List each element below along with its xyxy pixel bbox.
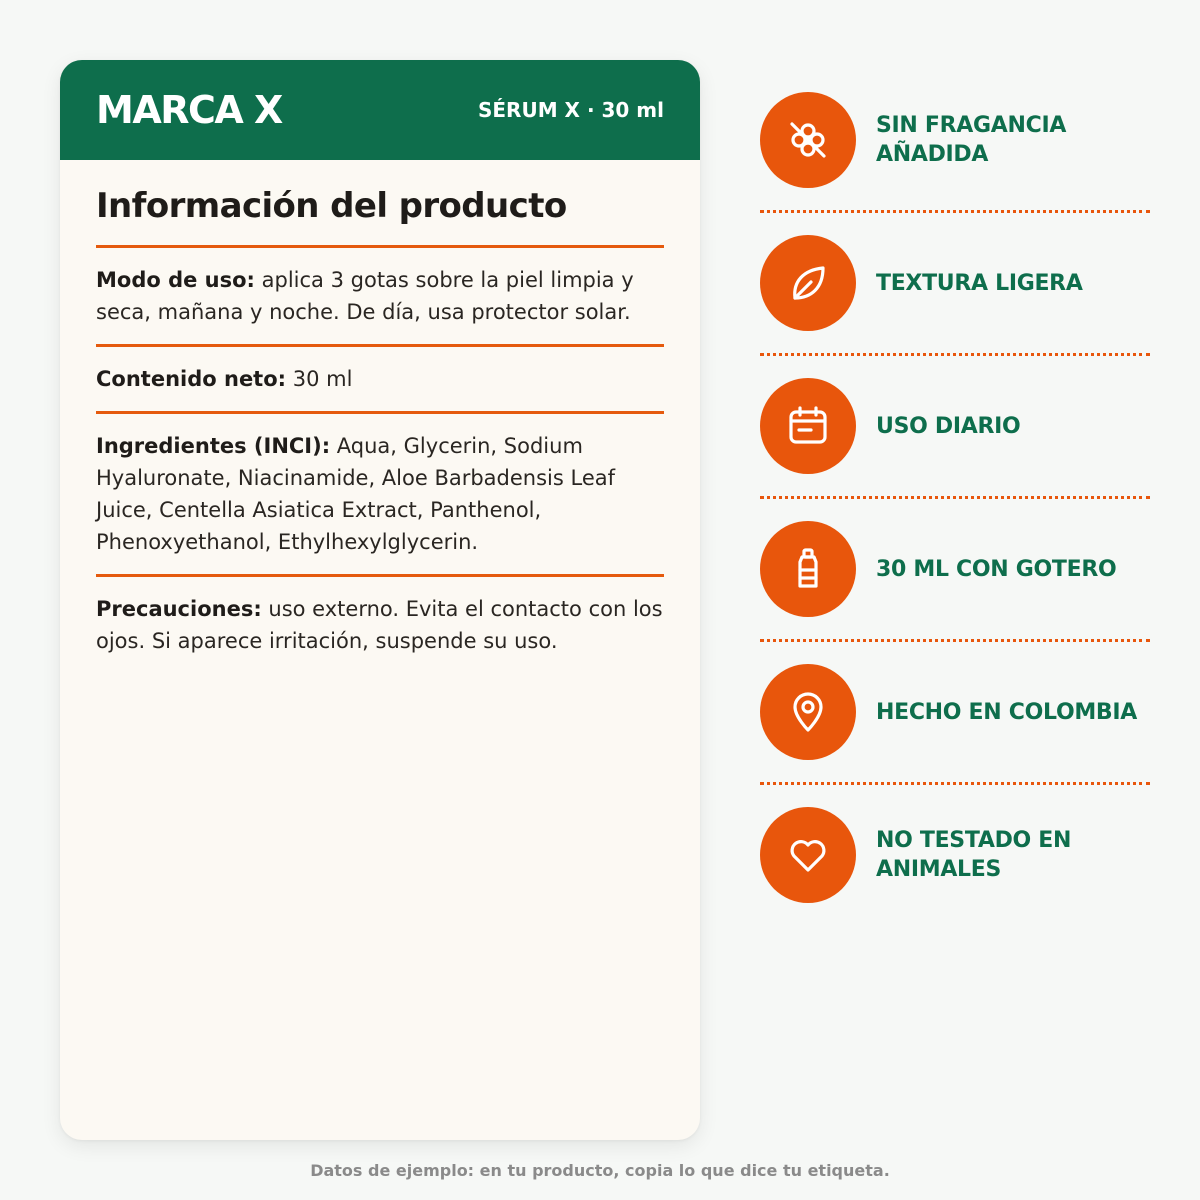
dotted-divider [760,210,1150,213]
calendar-icon [760,378,856,474]
feature-list [760,92,1150,903]
net-content-text: 30 ml [286,366,353,391]
feature-item [760,235,1150,331]
feature-item [760,807,1150,903]
feature-item [760,378,1150,474]
brand-name: MARCA X [96,88,282,132]
feature-label: HECHO EN COLOMBIA [876,699,1138,725]
feature-label: NO TESTADO EN ANIMALES [876,828,1072,882]
card-body [60,160,700,673]
net-content-section [96,347,664,411]
product-variant: SÉRUM X · 30 ml [477,98,664,122]
usage-label: Modo de uso: [96,267,255,292]
precautions-section [96,577,664,673]
bottle-icon [760,521,856,617]
feature-item [760,664,1150,760]
feature-item [760,92,1150,188]
product-info-card [60,60,700,1140]
heart-icon [760,807,856,903]
card-header [60,60,700,160]
feature-label: 30 ML CON GOTERO [876,556,1117,582]
ingredients-section [96,414,664,574]
net-content-label: Contenido neto: [96,366,287,391]
footer-disclaimer: Datos de ejemplo: en tu producto, copia lo que dice tu etiqueta. [310,1161,890,1180]
precautions-label: Precauciones: [96,596,262,621]
location-pin-icon [760,664,856,760]
dotted-divider [760,782,1150,785]
ingredients-text: Aqua, Glycerin, Sodium Hyaluronate, Niacinamide, Aloe Barbadensis Leaf Juice, Centella Asiatica Extract, Panthenol, Phenoxyethanol, Ethylhexylglycerin. [96,433,616,554]
dotted-divider [760,639,1150,642]
leaf-icon [760,235,856,331]
dotted-divider [760,353,1150,356]
usage-text: aplica 3 gotas sobre la piel limpia y seca, mañana y noche. De día, usa protector solar. [96,267,634,324]
precautions-text: uso externo. Evita el contacto con los ojos. Si aparece irritación, suspende su uso. [96,596,663,653]
ingredients-label: Ingredientes (INCI): [96,433,331,458]
no-fragrance-icon [760,92,856,188]
card-title: Información del producto [96,186,567,226]
feature-label: TEXTURA LIGERA [876,270,1083,296]
feature-item [760,521,1150,617]
usage-section [96,248,664,344]
feature-label: SIN FRAGANCIA AÑADIDA [876,113,1067,167]
dotted-divider [760,496,1150,499]
feature-label: USO DIARIO [876,413,1021,439]
